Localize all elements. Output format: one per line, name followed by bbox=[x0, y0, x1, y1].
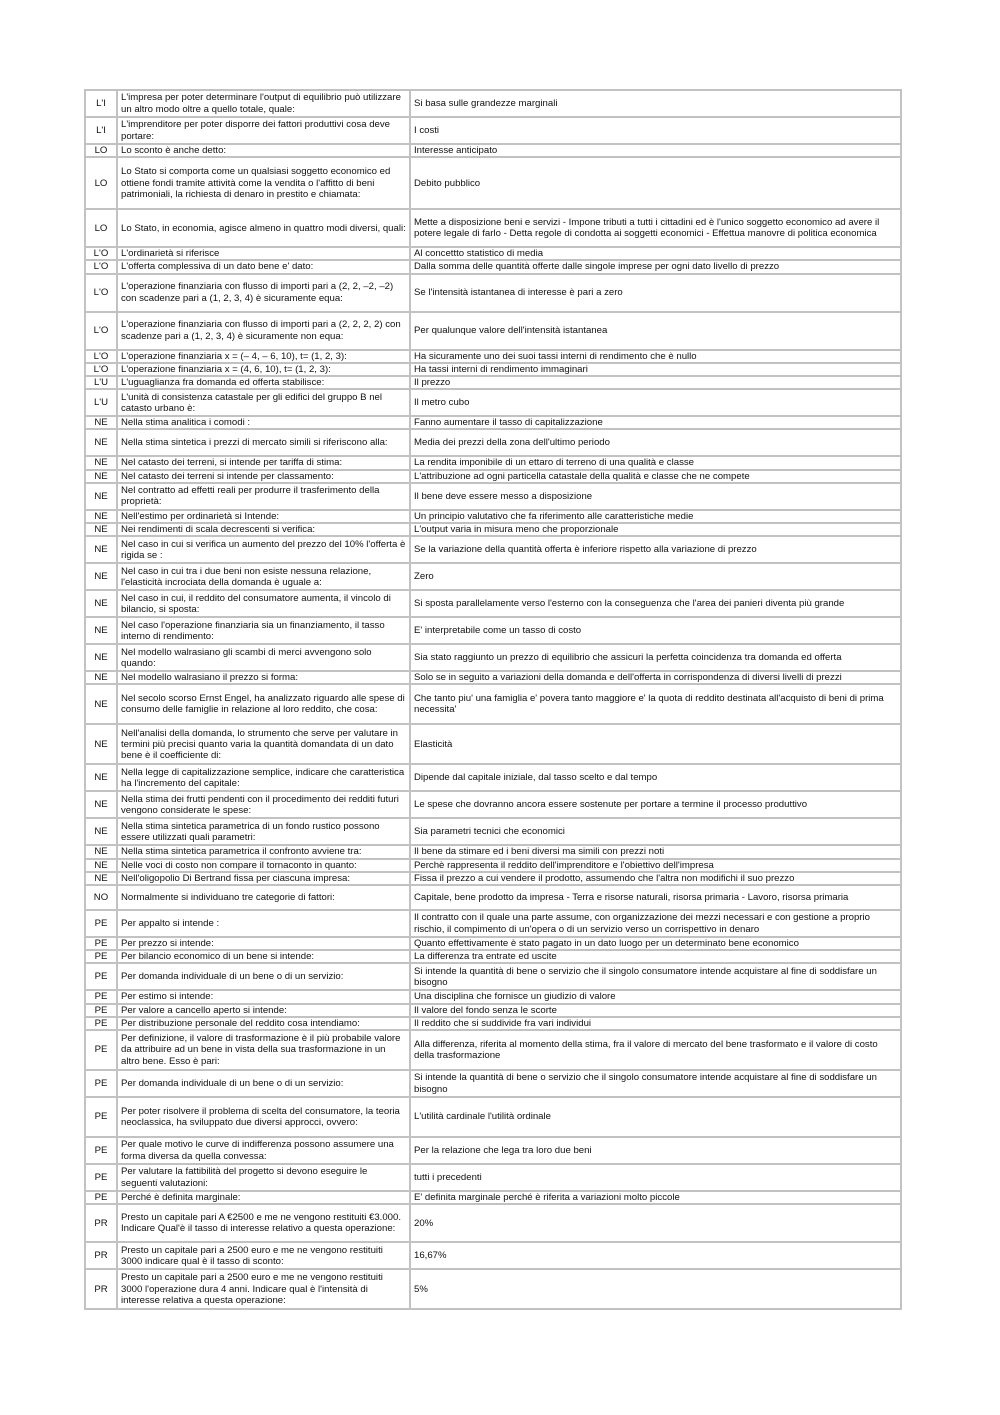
row-code-cell: PE bbox=[85, 1030, 117, 1070]
question-cell: Nel contratto ad effetti reali per produrre il trasferimento della proprietà: bbox=[117, 483, 410, 510]
question-cell: Nella stima sintetica i prezzi di mercato simili si riferiscono alla: bbox=[117, 429, 410, 456]
answer-cell: Il prezzo bbox=[410, 376, 901, 389]
question-cell: Nella legge di capitalizzazione semplice, indicare che caratteristica ha l'incremento del capitale: bbox=[117, 764, 410, 791]
question-cell: L'ordinarietà si riferisce bbox=[117, 247, 410, 260]
answer-cell: tutti i precedenti bbox=[410, 1164, 901, 1191]
table-row bbox=[85, 363, 901, 376]
qa-table-body bbox=[85, 90, 901, 1309]
question-cell: L'operazione finanziaria x = (– 4, – 6, 10), t= (1, 2, 3): bbox=[117, 350, 410, 363]
row-code-cell: PE bbox=[85, 1017, 117, 1030]
question-cell: Nel caso in cui tra i due beni non esiste nessuna relazione, l'elasticità incrociata della domanda è uguale a: bbox=[117, 563, 410, 590]
answer-cell: Ha sicuramente uno dei suoi tassi interni di rendimento che è nullo bbox=[410, 350, 901, 363]
question-cell: Presto un capitale pari A €2500 e me ne vengono restituiti €3.000. Indicare Qual'è il tasso di interesse relativo a questa operazione: bbox=[117, 1204, 410, 1242]
answer-cell: Media dei prezzi della zona dell'ultimo periodo bbox=[410, 429, 901, 456]
table-row bbox=[85, 312, 901, 350]
document-page bbox=[84, 89, 900, 1310]
table-row bbox=[85, 157, 901, 209]
table-row bbox=[85, 209, 901, 247]
row-code-cell: PE bbox=[85, 1164, 117, 1191]
row-code-cell: PR bbox=[85, 1269, 117, 1309]
row-code-cell: PR bbox=[85, 1242, 117, 1269]
table-row bbox=[85, 644, 901, 671]
question-cell: Per domanda individuale di un bene o di un servizio: bbox=[117, 1070, 410, 1097]
row-code-cell: LO bbox=[85, 144, 117, 157]
table-row bbox=[85, 376, 901, 389]
row-code-cell: NE bbox=[85, 429, 117, 456]
table-row bbox=[85, 845, 901, 858]
question-cell: Per definizione, il valore di trasformazione è il più probabile valore da attribuire ad un bene in vista della sua trasformazione in un altro bene. Esso è pari: bbox=[117, 1030, 410, 1070]
table-row bbox=[85, 990, 901, 1003]
row-code-cell: NE bbox=[85, 872, 117, 885]
answer-cell: E' interpretabile come un tasso di costo bbox=[410, 617, 901, 644]
answer-cell: Dipende dal capitale iniziale, dal tasso scelto e dal tempo bbox=[410, 764, 901, 791]
row-code-cell: NE bbox=[85, 416, 117, 429]
answer-cell: Se la variazione della quantità offerta è inferiore rispetto alla variazione di prezzo bbox=[410, 536, 901, 563]
question-cell: Nella stima sintetica parametrica di un fondo rustico possono essere utilizzati quali parametri: bbox=[117, 818, 410, 845]
question-cell: L'uguaglianza fra domanda ed offerta stabilisce: bbox=[117, 376, 410, 389]
row-code-cell: NE bbox=[85, 818, 117, 845]
answer-cell: Si intende la quantità di bene o servizio che il singolo consumatore intende acquistare al fine di soddisfare un bisogno bbox=[410, 963, 901, 990]
table-row bbox=[85, 274, 901, 312]
table-row bbox=[85, 1269, 901, 1309]
question-cell: Nel caso l'operazione finanziaria sia un finanziamento, il tasso interno di rendimento: bbox=[117, 617, 410, 644]
question-cell: Nel modello walrasiano il prezzo si forma: bbox=[117, 671, 410, 684]
answer-cell: Capitale, bene prodotto da impresa - Terra e risorse naturali, risorsa primaria - Lavoro, risorsa primaria bbox=[410, 885, 901, 910]
answer-cell: L'utilità cardinale l'utilità ordinale bbox=[410, 1097, 901, 1137]
table-row bbox=[85, 350, 901, 363]
question-cell: Nella stima dei frutti pendenti con il procedimento dei redditi futuri vengono considerate le spese: bbox=[117, 791, 410, 818]
table-row bbox=[85, 247, 901, 260]
table-row bbox=[85, 684, 901, 724]
question-cell: Per quale motivo le curve di indifferenza possono assumere una forma diversa da quella convessa: bbox=[117, 1137, 410, 1164]
row-code-cell: L'O bbox=[85, 260, 117, 273]
table-row bbox=[85, 1164, 901, 1191]
table-row bbox=[85, 90, 901, 117]
question-cell: Presto un capitale pari a 2500 euro e me ne vengono restituiti 3000 indicare qual è il tasso di sconto: bbox=[117, 1242, 410, 1269]
table-row bbox=[85, 536, 901, 563]
question-cell: Nella stima sintetica parametrica il confronto avviene tra: bbox=[117, 845, 410, 858]
table-row bbox=[85, 937, 901, 950]
table-row bbox=[85, 885, 901, 910]
row-code-cell: NE bbox=[85, 671, 117, 684]
answer-cell: Il valore del fondo senza le scorte bbox=[410, 1004, 901, 1017]
table-row bbox=[85, 1070, 901, 1097]
question-cell: Per estimo si intende: bbox=[117, 990, 410, 1003]
question-cell: Per appalto si intende : bbox=[117, 910, 410, 937]
answer-cell: Alla differenza, riferita al momento della stima, fra il valore di mercato del bene trasformato e il valore di costo della trasformazione bbox=[410, 1030, 901, 1070]
question-cell: Nell'analisi della domanda, lo strumento che serve per valutare in termini più precisi quanto varia la quantità domandata di un dato bene è il coefficiente di: bbox=[117, 724, 410, 764]
row-code-cell: PE bbox=[85, 950, 117, 963]
question-cell: Perché è definita marginale: bbox=[117, 1191, 410, 1204]
answer-cell: L'attribuzione ad ogni particella catastale della qualità e classe che ne compete bbox=[410, 470, 901, 483]
table-row bbox=[85, 617, 901, 644]
row-code-cell: NE bbox=[85, 644, 117, 671]
table-row bbox=[85, 510, 901, 523]
answer-cell: L'output varia in misura meno che proporzionale bbox=[410, 523, 901, 536]
row-code-cell: PE bbox=[85, 1191, 117, 1204]
row-code-cell: L'O bbox=[85, 274, 117, 312]
question-cell: Per distribuzione personale del reddito cosa intendiamo: bbox=[117, 1017, 410, 1030]
answer-cell: Il bene deve essere messo a disposizione bbox=[410, 483, 901, 510]
question-cell: L'impresa per poter determinare l'output di equilibrio può utilizzare un altro modo oltre a quello totale, quale: bbox=[117, 90, 410, 117]
row-code-cell: NE bbox=[85, 791, 117, 818]
row-code-cell: NE bbox=[85, 684, 117, 724]
table-row bbox=[85, 791, 901, 818]
row-code-cell: PE bbox=[85, 1070, 117, 1097]
question-cell: L'offerta complessiva di un dato bene e' dato: bbox=[117, 260, 410, 273]
table-row bbox=[85, 483, 901, 510]
question-cell: Nei rendimenti di scala decrescenti si verifica: bbox=[117, 523, 410, 536]
row-code-cell: PE bbox=[85, 910, 117, 937]
row-code-cell: L'O bbox=[85, 350, 117, 363]
answer-cell: Il reddito che si suddivide fra vari individui bbox=[410, 1017, 901, 1030]
row-code-cell: NE bbox=[85, 563, 117, 590]
answer-cell: Dalla somma delle quantità offerte dalle singole imprese per ogni dato livello di prezzo bbox=[410, 260, 901, 273]
table-row bbox=[85, 1191, 901, 1204]
table-row bbox=[85, 1204, 901, 1242]
answer-cell: Perchè rappresenta il reddito dell'imprenditore e l'obiettivo dell'impresa bbox=[410, 859, 901, 872]
table-row bbox=[85, 724, 901, 764]
row-code-cell: NO bbox=[85, 885, 117, 910]
table-row bbox=[85, 416, 901, 429]
question-cell: L'imprenditore per poter disporre dei fattori produttivi cosa deve portare: bbox=[117, 117, 410, 144]
table-row bbox=[85, 963, 901, 990]
answer-cell: I costi bbox=[410, 117, 901, 144]
answer-cell: Quanto effettivamente è stato pagato in un dato luogo per un determinato bene economico bbox=[410, 937, 901, 950]
question-cell: L'operazione finanziaria x = (4, 6, 10), t= (1, 2, 3): bbox=[117, 363, 410, 376]
answer-cell: Una disciplina che fornisce un giudizio di valore bbox=[410, 990, 901, 1003]
answer-cell: Se l'intensità istantanea di interesse è pari a zero bbox=[410, 274, 901, 312]
qa-table bbox=[84, 89, 902, 1310]
table-row bbox=[85, 470, 901, 483]
question-cell: Nel caso in cui si verifica un aumento del prezzo del 10% l'offerta è rigida se : bbox=[117, 536, 410, 563]
answer-cell: Fanno aumentare il tasso di capitalizzazione bbox=[410, 416, 901, 429]
answer-cell: Un principio valutativo che fa riferimento alle caratteristiche medie bbox=[410, 510, 901, 523]
table-row bbox=[85, 872, 901, 885]
table-row bbox=[85, 671, 901, 684]
answer-cell: Si sposta parallelamente verso l'esterno con la conseguenza che l'area dei panieri diventa più grande bbox=[410, 590, 901, 617]
table-row bbox=[85, 456, 901, 469]
question-cell: Per poter risolvere il problema di scelta del consumatore, la teoria neoclassica, ha sviluppato due diversi approcci, ovvero: bbox=[117, 1097, 410, 1137]
row-code-cell: NE bbox=[85, 764, 117, 791]
row-code-cell: PE bbox=[85, 1004, 117, 1017]
row-code-cell: NE bbox=[85, 845, 117, 858]
row-code-cell: LO bbox=[85, 157, 117, 209]
row-code-cell: NE bbox=[85, 536, 117, 563]
table-row bbox=[85, 950, 901, 963]
question-cell: Lo sconto è anche detto: bbox=[117, 144, 410, 157]
question-cell: Per bilancio economico di un bene si intende: bbox=[117, 950, 410, 963]
answer-cell: Ha tassi interni di rendimento immaginari bbox=[410, 363, 901, 376]
question-cell: Nel modello walrasiano gli scambi di merci avvengono solo quando: bbox=[117, 644, 410, 671]
row-code-cell: PE bbox=[85, 1097, 117, 1137]
table-row bbox=[85, 1242, 901, 1269]
answer-cell: Per la relazione che lega tra loro due beni bbox=[410, 1137, 901, 1164]
row-code-cell: L'O bbox=[85, 363, 117, 376]
answer-cell: Il metro cubo bbox=[410, 389, 901, 416]
table-row bbox=[85, 818, 901, 845]
table-row bbox=[85, 144, 901, 157]
answer-cell: Il bene da stimare ed i beni diversi ma simili con prezzi noti bbox=[410, 845, 901, 858]
table-row bbox=[85, 1004, 901, 1017]
table-row bbox=[85, 1030, 901, 1070]
row-code-cell: L'O bbox=[85, 312, 117, 350]
table-row bbox=[85, 1097, 901, 1137]
answer-cell: Le spese che dovranno ancora essere sostenute per portare a termine il processo produttivo bbox=[410, 791, 901, 818]
row-code-cell: L'I bbox=[85, 90, 117, 117]
question-cell: Normalmente si individuano tre categorie di fattori: bbox=[117, 885, 410, 910]
answer-cell: 16,67% bbox=[410, 1242, 901, 1269]
row-code-cell: PE bbox=[85, 990, 117, 1003]
table-row bbox=[85, 523, 901, 536]
answer-cell: Il contratto con il quale una parte assume, con organizzazione dei mezzi necessari e con gestione a proprio rischio, il compimento di un'opera o di un servizio verso un corrispettivo in denaro bbox=[410, 910, 901, 937]
row-code-cell: LO bbox=[85, 209, 117, 247]
table-row bbox=[85, 1137, 901, 1164]
row-code-cell: NE bbox=[85, 470, 117, 483]
table-row bbox=[85, 260, 901, 273]
answer-cell: Zero bbox=[410, 563, 901, 590]
question-cell: Nel catasto dei terreni, si intende per tariffa di stima: bbox=[117, 456, 410, 469]
answer-cell: 5% bbox=[410, 1269, 901, 1309]
question-cell: Nella stima analitica i comodi : bbox=[117, 416, 410, 429]
row-code-cell: NE bbox=[85, 590, 117, 617]
row-code-cell: PE bbox=[85, 963, 117, 990]
question-cell: Per valore a cancello aperto si intende: bbox=[117, 1004, 410, 1017]
question-cell: Lo Stato, in economia, agisce almeno in quattro modi diversi, quali: bbox=[117, 209, 410, 247]
question-cell: L'operazione finanziaria con flusso di importi pari a (2, 2, 2, 2) con scadenze pari a (1, 2, 3, 4) è sicuramente non equa: bbox=[117, 312, 410, 350]
answer-cell: Interesse anticipato bbox=[410, 144, 901, 157]
answer-cell: La differenza tra entrate ed uscite bbox=[410, 950, 901, 963]
row-code-cell: NE bbox=[85, 724, 117, 764]
table-row bbox=[85, 389, 901, 416]
table-row bbox=[85, 590, 901, 617]
answer-cell: Che tanto piu' una famiglia e' povera tanto maggiore e' la quota di reddito destinata all'acquisto di beni di prima necessita' bbox=[410, 684, 901, 724]
table-row bbox=[85, 563, 901, 590]
question-cell: Nell'oligopolio Di Bertrand fissa per ciascuna impresa: bbox=[117, 872, 410, 885]
question-cell: Nelle voci di costo non compare il tornaconto in quanto: bbox=[117, 859, 410, 872]
row-code-cell: NE bbox=[85, 859, 117, 872]
answer-cell: Sia stato raggiunto un prezzo di equilibrio che assicuri la perfetta coincidenza tra domanda ed offerta bbox=[410, 644, 901, 671]
table-row bbox=[85, 910, 901, 937]
answer-cell: Al concettto statistico di media bbox=[410, 247, 901, 260]
question-cell: L'unità di consistenza catastale per gli edifici del gruppo B nel catasto urbano è: bbox=[117, 389, 410, 416]
question-cell: Per valutare la fattibilità del progetto si devono eseguire le seguenti valutazioni: bbox=[117, 1164, 410, 1191]
table-row bbox=[85, 429, 901, 456]
question-cell: Per prezzo si intende: bbox=[117, 937, 410, 950]
question-cell: Nel catasto dei terreni si intende per classamento: bbox=[117, 470, 410, 483]
row-code-cell: NE bbox=[85, 510, 117, 523]
table-row bbox=[85, 764, 901, 791]
question-cell: Lo Stato si comporta come un qualsiasi soggetto economico ed ottiene fondi tramite attività come la vendita o l'affitto di beni patrimoniali, la richiesta di denaro in prestito e chiamata: bbox=[117, 157, 410, 209]
answer-cell: Si intende la quantità di bene o servizio che il singolo consumatore intende acquistare al fine di soddisfare un bisogno bbox=[410, 1070, 901, 1097]
answer-cell: Fissa il prezzo a cui vendere il prodotto, assumendo che l'altra non modifichi il suo prezzo bbox=[410, 872, 901, 885]
answer-cell: 20% bbox=[410, 1204, 901, 1242]
answer-cell: Elasticità bbox=[410, 724, 901, 764]
question-cell: Nel caso in cui, il reddito del consumatore aumenta, il vincolo di bilancio, si sposta: bbox=[117, 590, 410, 617]
answer-cell: E' definita marginale perché è riferita a variazioni molto piccole bbox=[410, 1191, 901, 1204]
table-row bbox=[85, 117, 901, 144]
table-row bbox=[85, 1017, 901, 1030]
answer-cell: La rendita imponibile di un ettaro di terreno di una qualità e classe bbox=[410, 456, 901, 469]
answer-cell: Mette a disposizione beni e servizi - Impone tributi a tutti i cittadini ed è l'unico soggetto economico ad avere il potere legale di farlo - Detta regole di condotta ai soggetti economici - Effettua manovre di politica economica bbox=[410, 209, 901, 247]
answer-cell: Per qualunque valore dell'intensità istantanea bbox=[410, 312, 901, 350]
question-cell: L'operazione finanziaria con flusso di importi pari a (2, 2, –2, –2) con scadenze pari a (1, 2, 3, 4) è sicuramente equa: bbox=[117, 274, 410, 312]
question-cell: Nel secolo scorso Ernst Engel, ha analizzato riguardo alle spese di consumo delle famiglie in relazione al loro reddito, che cosa: bbox=[117, 684, 410, 724]
question-cell: Per domanda individuale di un bene o di un servizio: bbox=[117, 963, 410, 990]
row-code-cell: L'U bbox=[85, 389, 117, 416]
row-code-cell: NE bbox=[85, 617, 117, 644]
table-row bbox=[85, 859, 901, 872]
answer-cell: Si basa sulle grandezze marginali bbox=[410, 90, 901, 117]
row-code-cell: PE bbox=[85, 1137, 117, 1164]
row-code-cell: PR bbox=[85, 1204, 117, 1242]
row-code-cell: NE bbox=[85, 456, 117, 469]
question-cell: Presto un capitale pari a 2500 euro e me ne vengono restituiti 3000 l'operazione dura 4 anni. Indicare qual è l'intensità di interesse relativa a questa operazione: bbox=[117, 1269, 410, 1309]
row-code-cell: NE bbox=[85, 523, 117, 536]
row-code-cell: L'I bbox=[85, 117, 117, 144]
row-code-cell: L'O bbox=[85, 247, 117, 260]
answer-cell: Solo se in seguito a variazioni della domanda e dell'offerta in corrispondenza di diversi livelli di prezzi bbox=[410, 671, 901, 684]
answer-cell: Debito pubblico bbox=[410, 157, 901, 209]
answer-cell: Sia parametri tecnici che economici bbox=[410, 818, 901, 845]
row-code-cell: L'U bbox=[85, 376, 117, 389]
row-code-cell: PE bbox=[85, 937, 117, 950]
question-cell: Nell'estimo per ordinarietà si Intende: bbox=[117, 510, 410, 523]
row-code-cell: NE bbox=[85, 483, 117, 510]
